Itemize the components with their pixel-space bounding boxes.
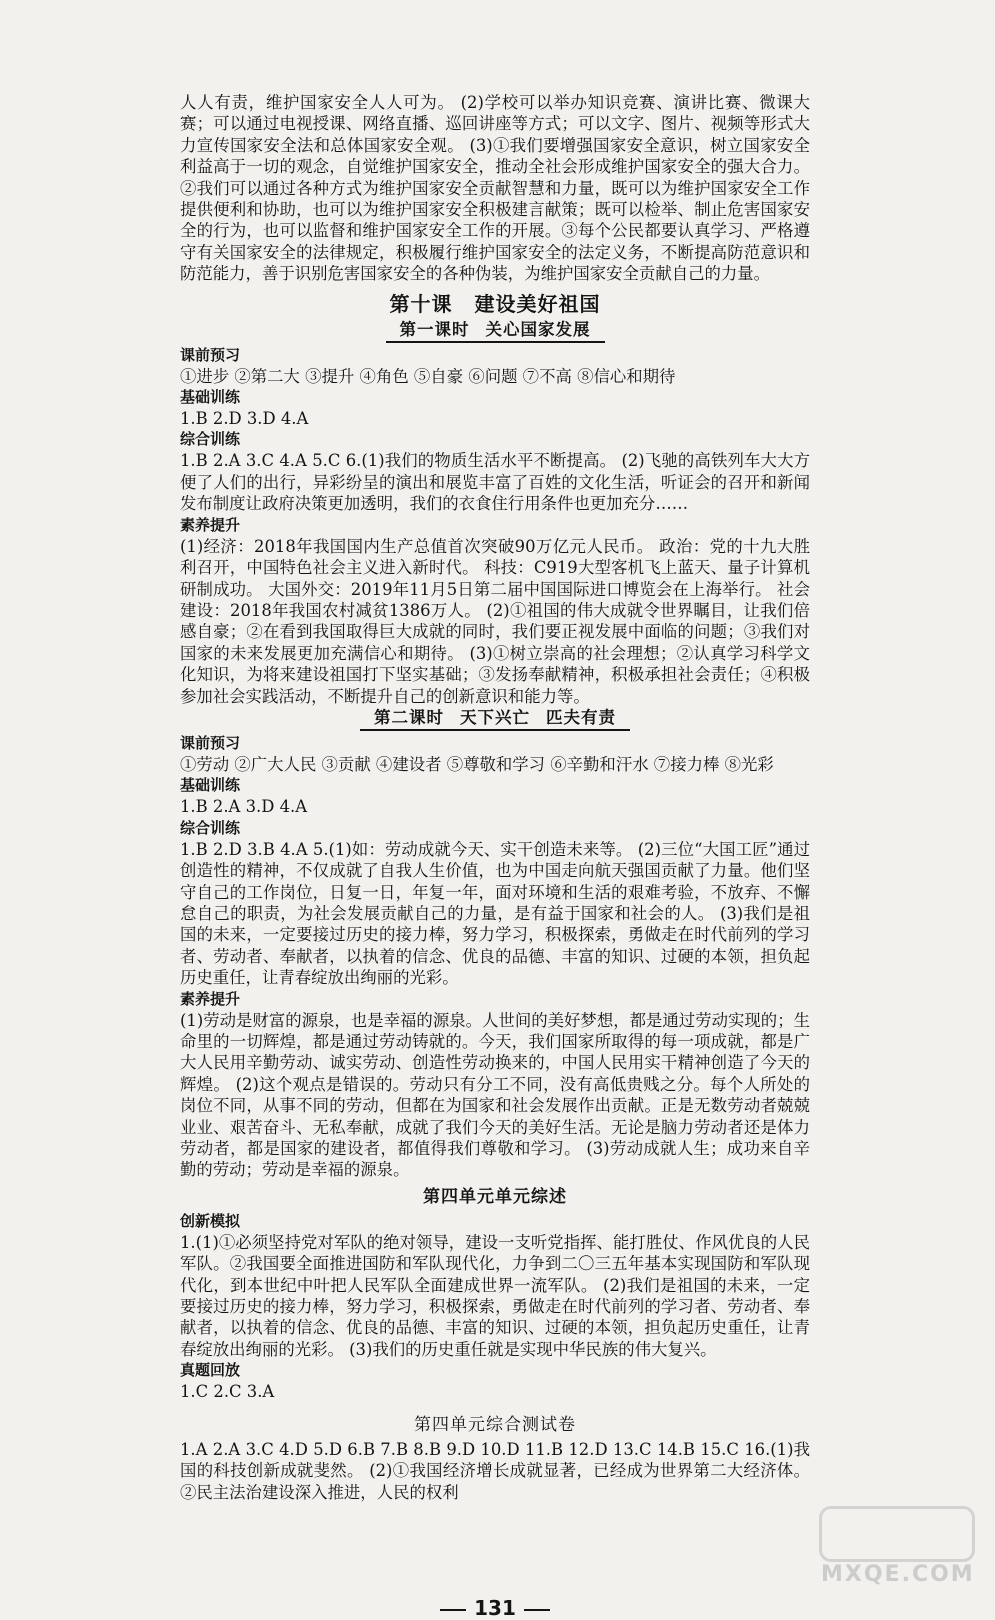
s2-basic-answers: 1.B 2.A 3.D 4.A <box>180 797 308 817</box>
s2-preview-answers: ①劳动 ②广大人民 ③贡献 ④建设者 ⑤尊敬和学习 ⑥辛勤和汗水 ⑦接力棒 ⑧光彩 <box>180 754 774 774</box>
s2-comp-heading: 综合训练 <box>180 818 241 837</box>
real-exam-heading: 真题回放 <box>180 1361 241 1380</box>
s2-literacy-heading: 素养提升 <box>180 989 241 1008</box>
session-2-name-b: 匹夫有责 <box>546 707 616 727</box>
lesson-10-title <box>180 289 810 319</box>
watermark-logo-icon <box>819 1506 975 1562</box>
lesson-number: 第十课 <box>389 291 453 316</box>
s1-preview-heading: 课前预习 <box>180 345 241 364</box>
s1-basic-heading: 基础训练 <box>180 388 241 407</box>
s2-basic-heading: 基础训练 <box>180 776 241 795</box>
s2-literacy-answers: (1)劳动是财富的源泉，也是幸福的源泉。人世间的美好梦想，都是通过劳动实现的；生命里的一切辉煌，都是通过劳动铸就的。今天，我们国家所取得的每一项成就，都是广大人民用辛勤劳动、诚实劳动、创造性劳动换来的，中国人民用实干精神创造了今天的辉煌。 (2)这个观点是错误的。劳动只有分工不同，没有高低贵贱之分。每个人所处的岗位不同，从事不同的劳动，但都在为国家和社会发展作出贡献。正是无数劳动者兢兢业业、艰苦奋斗、无私奉献，成就了我们今天的美好生活。无论是脑力劳动者还是体力劳动者，都是国家的建设者，都值得我们尊敬和学习。 (3)劳动成就人生；成功来自辛勤的劳动；劳动是幸福的源泉。 <box>180 1010 810 1180</box>
unit-test-title: 第四单元综合测试卷 <box>414 1414 576 1435</box>
s1-comp-answers: 1.B 2.A 3.C 4.A 5.C 6.(1)我们的物质生活水平不断提高。 (2)飞驰的高铁列车大大方便了人们的出行，异彩纷呈的演出和展览丰富了百姓的文化生活，听证会的召开和新闻发布制度让政府决策更加透明，我们的衣食住行用条件也更加充分…… <box>180 451 810 514</box>
session-1-title <box>180 319 810 343</box>
real-exam-answers: 1.C 2.C 3.A <box>180 1382 275 1402</box>
unit-test-answers: 1.A 2.A 3.C 4.D 5.D 6.B 7.B 8.B 9.D 10.D 11.B 12.D 13.C 14.B 15.C 16.(1)我国的科技创新成就斐然。 (2)①我国经济增长成就显著，已经成为世界第二大经济体。②民主法治建设深入推进，人民的权利 <box>180 1439 810 1502</box>
s1-preview-answers: ①进步 ②第二大 ③提升 ④角色 ⑤自豪 ⑥问题 ⑦不高 ⑧信心和期待 <box>180 366 676 386</box>
unit-review-title: 第四单元单元综述 <box>423 1186 567 1207</box>
lesson-name: 建设美好祖国 <box>474 291 601 316</box>
session-1-label: 第一课时 <box>399 319 470 339</box>
watermark-logo <box>811 1506 981 1590</box>
s2-preview-heading: 课前预习 <box>180 733 241 752</box>
dash-left <box>440 1609 466 1611</box>
page-body <box>180 92 810 1620</box>
dash-right <box>524 1609 550 1611</box>
intro-paragraph: 人人有责，维护国家安全人人可为。 (2)学校可以举办知识竞赛、演讲比赛、微课大赛；可以通过电视授课、网络直播、巡回讲座等方式；可以文字、图片、视频等形式大力宣传国家安全法和总体国家安全观。 (3)①我们要增强国家安全意识，树立国家安全利益高于一切的观念，自觉维护国家安全，推动全社会形成维护国家安全的强大合力。②我们可以通过各种方式为维护国家安全贡献智慧和力量，既可以为维护国家安全工作提供便利和协助，也可以为维护国家安全积极建言献策；既可以检举、制止危害国家安全的行为，也可以监督和维护国家安全工作的开展。③每个公民都要认真学习、严格遵守有关国家安全的法律规定，积极履行维护国家安全的法定义务，不断提高防范意识和防范能力，善于识别危害国家安全的各种伪装，为维护国家安全贡献自己的力量。 <box>180 93 810 284</box>
session-2-label: 第二课时 <box>374 707 444 727</box>
s1-comp-heading: 综合训练 <box>180 430 241 449</box>
s1-literacy-heading: 素养提升 <box>180 515 241 534</box>
session-1-name: 关心国家发展 <box>485 319 591 339</box>
s1-literacy-answers: (1)经济：2018年我国国内生产总值首次突破90万亿元人民币。 政治：党的十九大胜利召开，中国特色社会主义进入新时代。 科技：C919大型客机飞上蓝天、量子计算机研制成功。 大国外交：2019年11月5日第二届中国国际进口博览会在上海举行。 社会建设：2018年我国农村减贫1386万人。 (2)①祖国的伟大成就令世界瞩目，让我们倍感自豪；②在看到我国取得巨大成就的同时，我们要正视发展中面临的问题；③我们对国家的未来发展更加充满信心和期待。 (3)①树立崇高的社会理想；②认真学习科学文化知识，为将来建设祖国打下坚实基础；③发扬奉献精神，积极承担社会责任；④积极参加社会实践活动，不断提升自己的创新意识和能力等。 <box>180 536 810 706</box>
session-2-name-a: 天下兴亡 <box>460 707 530 727</box>
page-number <box>180 1598 810 1619</box>
page-number-value: 131 <box>474 1596 516 1620</box>
innovation-answers: 1.(1)①必须坚持党对军队的绝对领导，建设一支听党指挥、能打胜仗、作风优良的人民军队。②我国要全面推进国防和军队现代化，力争到二〇三五年基本实现国防和军队现代化，到本世纪中叶把人民军队全面建成世界一流军队。 (2)我们是祖国的未来，一定要接过历史的接力棒，努力学习，积极探索，勇做走在时代前列的学习者、劳动者、奉献者，以执着的信念、优良的品德、丰富的知识、过硬的本领，担负起历史重任，让青春绽放出绚丽的光彩。 (3)我们的历史重任就是实现中华民族的伟大复兴。 <box>180 1232 810 1359</box>
s2-comp-answers: 1.B 2.D 3.B 4.A 5.(1)如：劳动成就今天、实干创造未来等。 (2)三位“大国工匠”通过创造性的精神，不仅成就了自我人生价值，也为中国走向航天强国贡献了力量。他们坚守自己的工作岗位，日复一日，年复一年，面对环境和生活的艰难考验，不放弃、不懈怠自己的职责，为社会发展贡献自己的力量，是有益于国家和社会的人。 (3)我们是祖国的未来，一定要接过历史的接力棒，努力学习，积极探索，勇做走在时代前列的学习者、劳动者、奉献者，以执着的信念、优良的品德、丰富的知识、过硬的本领，担负起历史重任，让青春绽放出绚丽的光彩。 <box>180 839 810 988</box>
s1-basic-answers: 1.B 2.D 3.D 4.A <box>180 409 309 429</box>
watermark-text: MXQE.COM <box>821 1562 975 1587</box>
session-2-title <box>180 707 810 731</box>
innovation-heading: 创新模拟 <box>180 1211 241 1230</box>
